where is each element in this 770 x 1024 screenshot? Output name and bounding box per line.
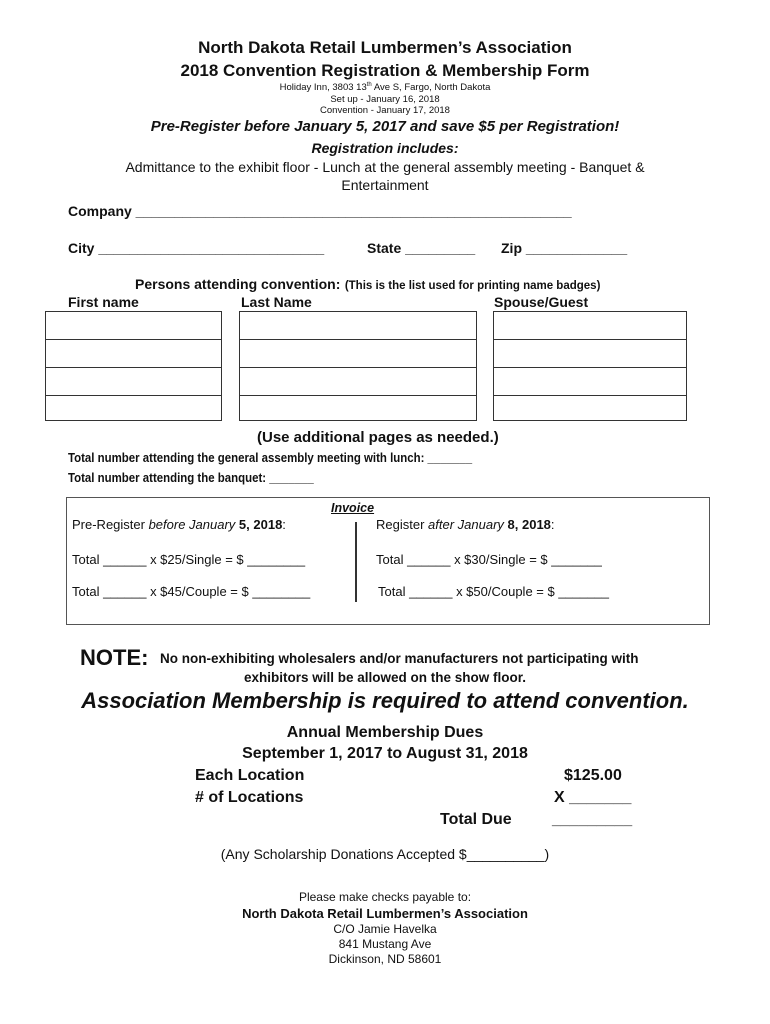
attendees-note: (This is the list used for printing name badges) [344,280,601,292]
register-label-c: 8, 2018 [507,517,551,532]
preregister-banner: Pre-Register before January 5, 2017 and save $5 per Registration! [150,118,620,135]
register-label-a: Register [376,517,429,532]
total-banquet-field[interactable]: Total number attending the banquet: _______ [68,470,314,485]
additional-pages-note: (Use additional pages as needed.) [257,429,499,446]
spouse-guest-column [493,311,687,421]
includes-line-2: Entertainment [341,177,429,193]
register-label-d: : [550,517,555,532]
preregister-couple-total[interactable]: Total ______ x $45/Couple = $ ________ [72,584,311,599]
note-line-2: exhibitors will be allowed on the show floor. [243,670,527,685]
payee-street: 841 Mustang Ave [338,937,432,951]
preregister-single-total[interactable]: Total ______ x $25/Single = $ ________ [72,552,306,567]
register-label-b: after January [428,517,508,532]
register-label [376,517,555,532]
col-first-name: First name [68,294,139,310]
first-name-cell[interactable] [46,312,221,340]
total-due-field[interactable]: _________ [552,811,633,828]
first-name-cell[interactable] [46,396,221,422]
city-field[interactable]: City _____________________________ [68,240,325,256]
invoice-title: Invoice [331,501,375,515]
last-name-cell[interactable] [240,396,476,422]
venue-sup: th [366,82,372,88]
register-single-total[interactable]: Total ______ x $30/Single = $ _______ [376,552,602,567]
preregister-label-b: before January [148,517,239,532]
last-name-cell[interactable] [240,312,476,340]
each-location-label: Each Location [195,767,305,784]
spouse-guest-cell[interactable] [494,312,686,340]
membership-required: Association Membership is required to attend convention. [81,688,689,713]
convention-date: Convention - January 17, 2018 [320,105,450,116]
payee-city: Dickinson, ND 58601 [328,952,442,966]
includes-line-1: Admittance to the exhibit floor - Lunch at the general assembly meeting - Banquet & [125,159,645,175]
spouse-guest-cell[interactable] [494,396,686,422]
dues-title: Annual Membership Dues [286,724,484,741]
invoice-divider [355,522,357,602]
num-locations-field[interactable]: X _______ [554,789,632,806]
register-couple-total[interactable]: Total ______ x $50/Couple = $ _______ [378,584,609,599]
form-title: 2018 Convention Registration & Membership Form [180,61,590,80]
venue-line [0,82,770,93]
num-locations-label: # of Locations [195,789,304,806]
includes-heading: Registration includes: [311,140,459,156]
preregister-label-c: 5, 2018 [238,517,283,532]
last-name-column [239,311,477,421]
preregister-label-d: : [282,517,286,532]
preregister-label [72,517,286,532]
last-name-cell[interactable] [240,340,476,368]
invoice-box [66,497,710,625]
col-last-name: Last Name [241,294,312,310]
org-title: North Dakota Retail Lumbermen’s Association [198,38,572,57]
attendees-heading: Persons attending convention: [135,276,341,292]
each-location-price: $125.00 [564,767,622,784]
scholarship-field[interactable]: (Any Scholarship Donations Accepted $__________) [220,846,550,862]
col-spouse-guest: Spouse/Guest [494,294,589,310]
last-name-cell[interactable] [240,368,476,396]
company-field[interactable]: Company ________________________________________________________ [68,203,572,219]
attendees-heading-line [135,276,600,294]
zip-field[interactable]: Zip _____________ [501,240,628,256]
first-name-column [45,311,222,421]
dues-period: September 1, 2017 to August 31, 2018 [242,745,528,762]
setup-date: Set up - January 16, 2018 [330,94,440,105]
payee-name: North Dakota Retail Lumbermen’s Association [242,906,528,921]
total-due-label: Total Due [440,811,512,828]
note-label: NOTE: [80,645,149,670]
preregister-label-a: Pre-Register [72,517,149,532]
spouse-guest-cell[interactable] [494,368,686,396]
first-name-cell[interactable] [46,340,221,368]
total-lunch-field[interactable]: Total number attending the general assembly meeting with lunch: _______ [68,450,473,465]
venue-text-end: Ave S, Fargo, North Dakota [371,82,491,94]
venue-text: Holiday Inn, 3803 13 [279,82,367,94]
checks-payable: Please make checks payable to: [298,890,472,904]
first-name-cell[interactable] [46,368,221,396]
note-line-1: No non-exhibiting wholesalers and/or manufacturers not participating with [160,651,639,666]
state-field[interactable]: State _________ [367,240,476,256]
spouse-guest-cell[interactable] [494,340,686,368]
payee-care-of: C/O Jamie Havelka [333,922,437,936]
